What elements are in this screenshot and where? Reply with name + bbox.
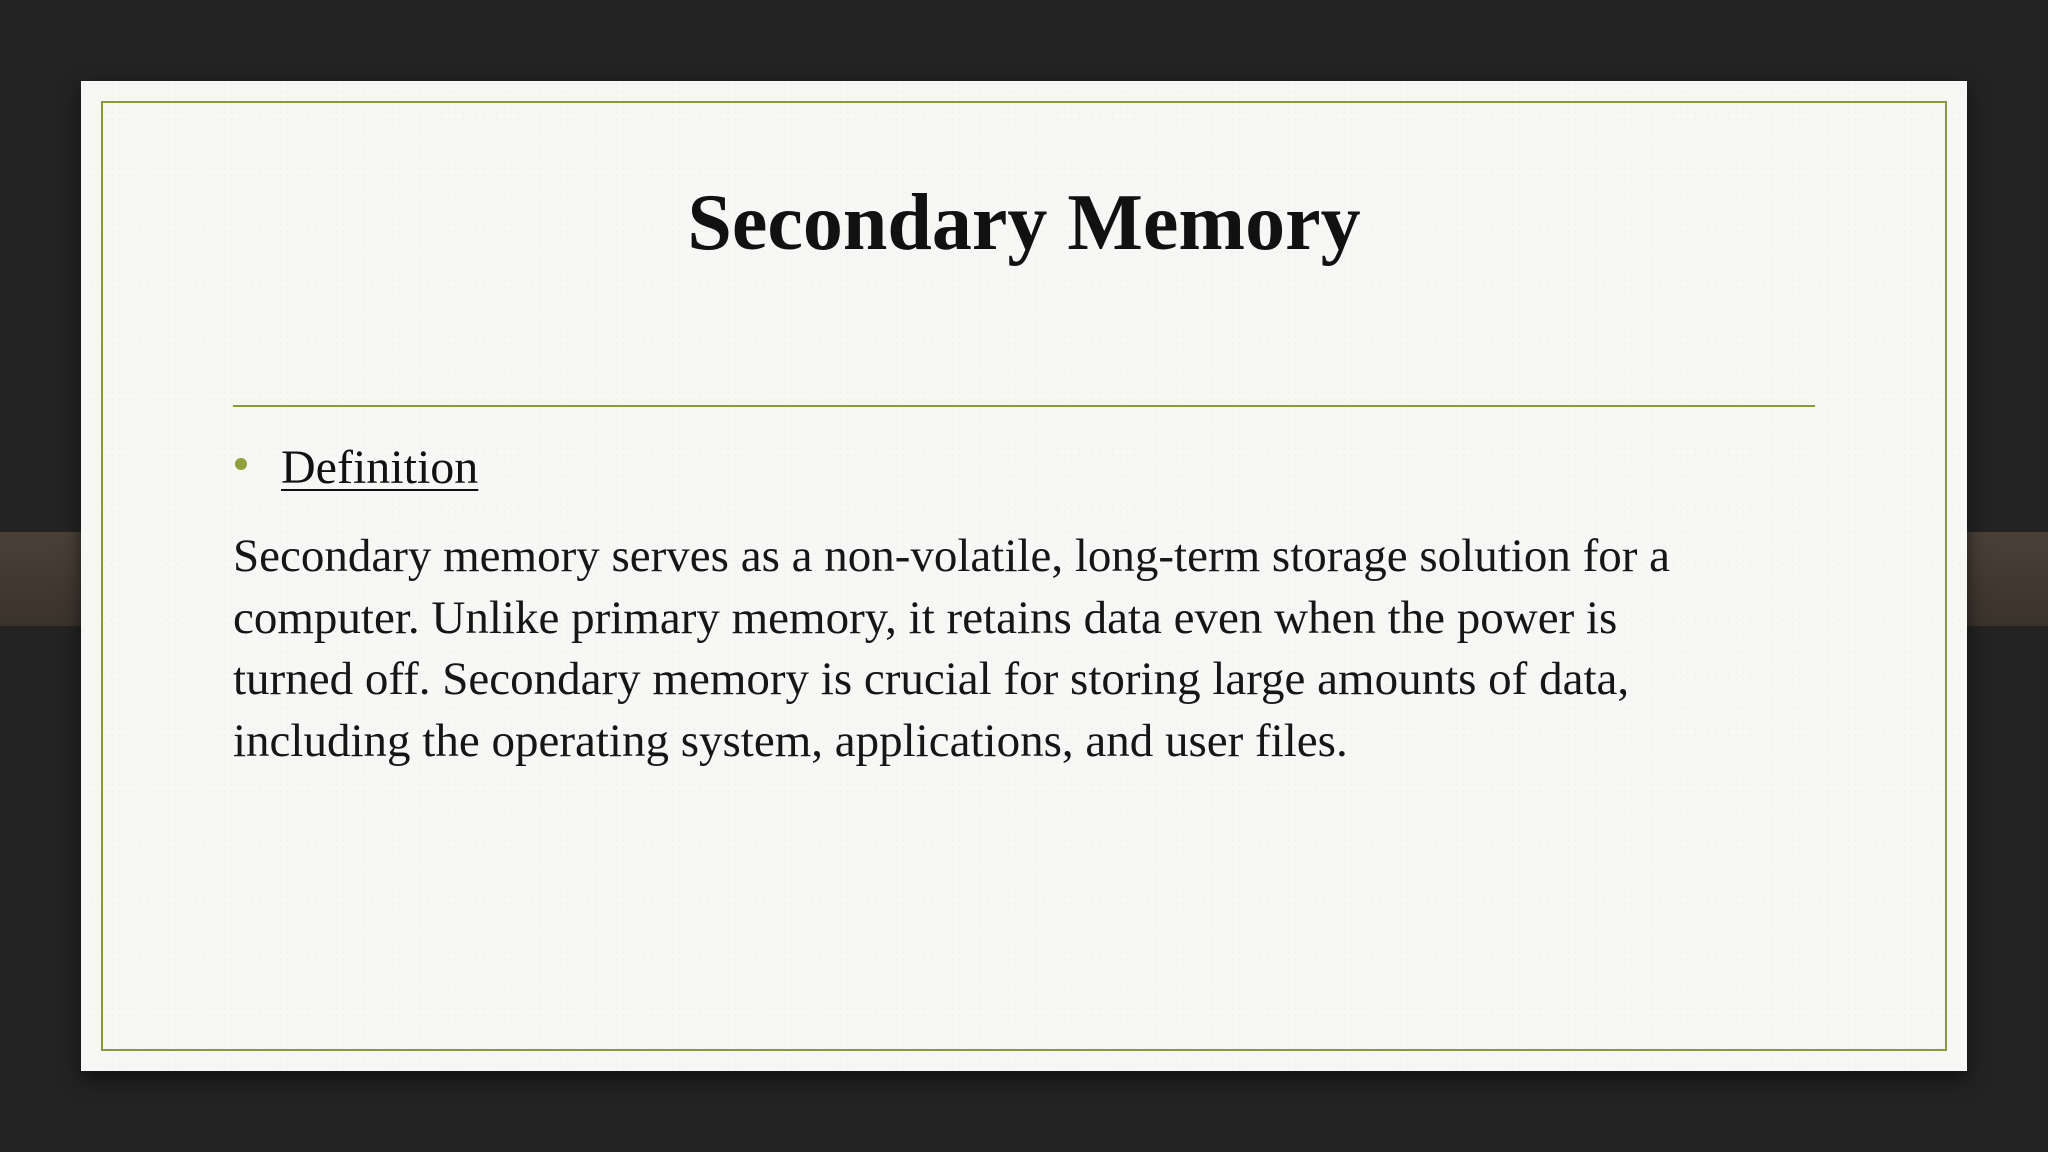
- bullet-dot-icon: [235, 458, 247, 470]
- paragraph-line: Secondary memory serves as a non-volatile, long-term storage solution for a: [233, 530, 1671, 582]
- paragraph-line: computer. Unlike primary memory, it retains data even when the power is: [233, 591, 1618, 644]
- bullet-item-definition: [235, 438, 478, 498]
- paragraph-line: turned off. Secondary memory is crucial for storing large amounts of data,: [233, 653, 1630, 705]
- paragraph-line: including the operating system, applications, and user files.: [233, 714, 1348, 767]
- definition-paragraph: [233, 526, 1813, 772]
- bullet-label: Definition: [281, 441, 479, 494]
- slide-title: Secondary Memory: [687, 179, 1361, 267]
- title-divider: [233, 405, 1815, 407]
